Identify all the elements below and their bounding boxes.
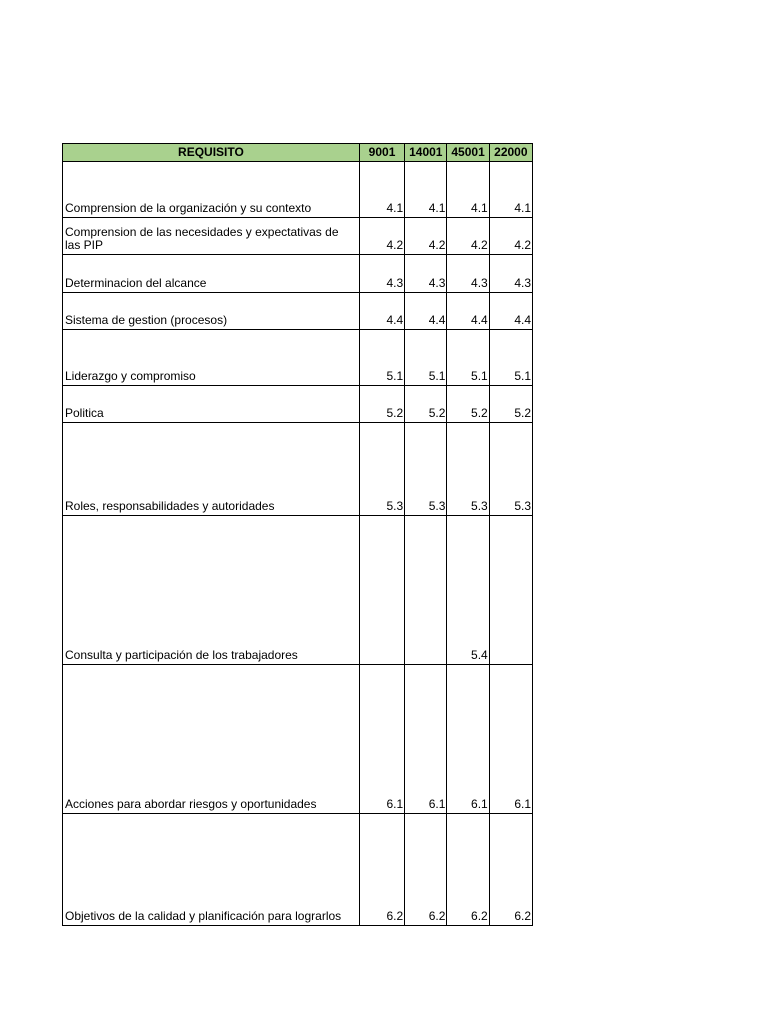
cell-45001: 4.4 (447, 293, 489, 330)
cell-9001: 4.3 (359, 255, 404, 293)
cell-45001: 5.4 (447, 516, 489, 665)
cell-14001: 5.3 (405, 423, 447, 516)
table-row (63, 665, 533, 814)
cell-45001: 6.2 (447, 814, 489, 926)
row-label: Acciones para abordar riesgos y oportunidades (63, 665, 360, 814)
cell-14001: 5.2 (405, 386, 447, 423)
cell-9001: 6.1 (359, 665, 404, 814)
header-22000: 22000 (489, 144, 532, 162)
cell-9001: 4.1 (359, 162, 404, 218)
header-45001: 45001 (447, 144, 489, 162)
cell-9001: 4.4 (359, 293, 404, 330)
cell-22000: 4.1 (489, 162, 532, 218)
cell-45001: 5.1 (447, 330, 489, 386)
cell-22000: 6.1 (489, 665, 532, 814)
cell-14001: 4.3 (405, 255, 447, 293)
cell-22000: 4.2 (489, 218, 532, 255)
header-requisito: REQUISITO (63, 144, 360, 162)
table-row (63, 423, 533, 516)
table-row (63, 386, 533, 423)
row-label: Sistema de gestion (procesos) (63, 293, 360, 330)
row-label: Roles, responsabilidades y autoridades (63, 423, 360, 516)
row-label: Politica (63, 386, 360, 423)
cell-9001 (359, 516, 404, 665)
cell-9001: 5.2 (359, 386, 404, 423)
cell-14001: 4.1 (405, 162, 447, 218)
row-label: Determinacion del alcance (63, 255, 360, 293)
cell-9001: 4.2 (359, 218, 404, 255)
cell-22000: 4.4 (489, 293, 532, 330)
cell-14001: 6.2 (405, 814, 447, 926)
table-row (63, 516, 533, 665)
cell-22000: 4.3 (489, 255, 532, 293)
header-14001: 14001 (405, 144, 447, 162)
table-row (63, 814, 533, 926)
cell-22000: 5.2 (489, 386, 532, 423)
table-row (63, 293, 533, 330)
cell-45001: 6.1 (447, 665, 489, 814)
cell-9001: 6.2 (359, 814, 404, 926)
cell-22000 (489, 516, 532, 665)
row-label: Objetivos de la calidad y planificación para lograrlos (63, 814, 360, 926)
requirements-table (62, 143, 533, 926)
header-9001: 9001 (359, 144, 404, 162)
cell-14001: 4.2 (405, 218, 447, 255)
cell-45001: 4.3 (447, 255, 489, 293)
table-row (63, 162, 533, 218)
cell-22000: 5.1 (489, 330, 532, 386)
cell-14001: 6.1 (405, 665, 447, 814)
cell-45001: 5.2 (447, 386, 489, 423)
cell-45001: 5.3 (447, 423, 489, 516)
row-label: Liderazgo y compromiso (63, 330, 360, 386)
cell-9001: 5.3 (359, 423, 404, 516)
cell-14001: 5.1 (405, 330, 447, 386)
row-label: Comprension de las necesidades y expectativas de las PIP (63, 218, 360, 255)
row-label: Comprension de la organización y su contexto (63, 162, 360, 218)
cell-22000: 6.2 (489, 814, 532, 926)
cell-9001: 5.1 (359, 330, 404, 386)
cell-45001: 4.2 (447, 218, 489, 255)
header-row (63, 144, 533, 162)
row-label: Consulta y participación de los trabajadores (63, 516, 360, 665)
table-row (63, 330, 533, 386)
cell-45001: 4.1 (447, 162, 489, 218)
table-row (63, 255, 533, 293)
table-row (63, 218, 533, 255)
cell-22000: 5.3 (489, 423, 532, 516)
cell-14001: 4.4 (405, 293, 447, 330)
cell-14001 (405, 516, 447, 665)
